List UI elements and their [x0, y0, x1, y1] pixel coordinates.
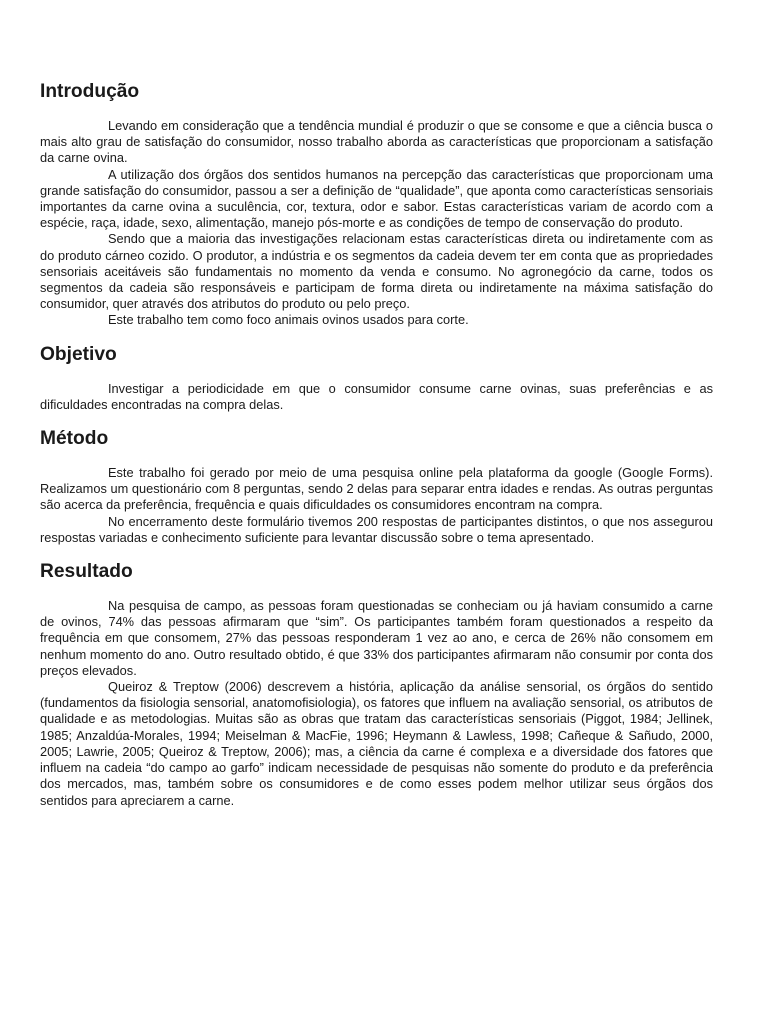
document-page — [40, 81, 713, 809]
heading-introducao: Introdução — [40, 81, 140, 102]
paragraph: Levando em consideração que a tendência mundial é produzir o que se consome e que a ciência busca o mais alto grau de satisfação do consumidor, nosso trabalho aborda as características que proporcionam a satisfação da carne ovina. — [40, 118, 713, 166]
paragraph: Este trabalho tem como foco animais ovinos usados para corte. — [108, 312, 469, 328]
paragraph: Queiroz & Treptow (2006) descrevem a história, aplicação da análise sensorial, os órgãos do sentido (fundamentos da fisiologia sensorial, anatomofisiologia), os fatores que influem na avaliação sensorial, os atributos de qualidade e as metodologias. Muitas são as obras que tratam das características sensoriais (Piggot, 1984; Jellinek, 1985; Anzaldúa-Morales, 1994; Meiselman & MacFie, 1996; Heymann & Lawless, 1998; Cañeque & Sañudo, 2000, 2005; Lawrie, 2005; Queiroz & Treptow, 2006); mas, a ciência da carne é complexa e a diversidade dos fatores que influem na cadeia “do campo ao garfo” indicam necessidade de pesquisas não somente do produto e da preferência dos mercados, mas, também sobre os consumidores e de como esses podem melhor utilizar seus órgãos dos sentidos para apreciarem a carne. — [40, 679, 713, 808]
section-introducao — [40, 118, 713, 329]
paragraph: Investigar a periodicidade em que o consumidor consume carne ovinas, suas preferências e as dificuldades encontradas na compra delas. — [40, 380, 713, 412]
section-metodo — [40, 465, 713, 546]
paragraph: Na pesquisa de campo, as pessoas foram questionadas se conheciam ou já haviam consumido a carne de ovinos, 74% das pessoas afirmaram que “sim”. Os participantes também foram questionados a respeito da frequência em que consomem, 27% das pessoas responderam 1 vez ao ano, e cerca de 26% não consomem em nenhum momento do ano. Outro resultado obtido, é que 33% dos participantes afirmaram não consumir por conta dos preços elevados. — [40, 598, 713, 678]
paragraph: Este trabalho foi gerado por meio de uma pesquisa online pela plataforma da google (Google Forms). Realizamos um questionário com 8 perguntas, sendo 2 delas para separar entra idades e rendas. As outras perguntas são acerca da preferência, frequência e quais dificuldades os consumidores encontram na compra. — [40, 465, 713, 513]
heading-metodo: Método — [40, 428, 109, 450]
heading-objetivo: Objetivo — [40, 343, 117, 365]
heading-resultado: Resultado — [40, 561, 133, 583]
paragraph: Sendo que a maioria das investigações relacionam estas características direta ou indiretamente com as do produto cárneo cozido. O produtor, a indústria e os segmentos da cadeia devem ter em conta que as propriedades sensoriais aceitáveis são fundamentais no momento da venda e consumo. No agronegócio da carne, todos os segmentos da cadeia são responsáveis e participam de forma direta ou indiretamente na máxima satisfação do consumidor, quer através dos atributos do produto ou pelo preço. — [40, 231, 713, 312]
paragraph: No encerramento deste formulário tivemos 200 respostas de participantes distintos, o que nos assegurou respostas variadas e conhecimento suficiente para levantar discussão sobre o tema apresentado. — [40, 513, 713, 545]
paragraph: A utilização dos órgãos dos sentidos humanos na percepção das características que proporcionam uma grande satisfação do consumidor, passou a ser a definição de “qualidade”, que aponta como características sensoriais importantes da carne ovina a suculência, cor, textura, odor e sabor. Estas características variam de acordo com a espécie, raça, idade, sexo, alimentação, manejo pós-morte e as condições de tempo de conservação do produto. — [40, 166, 713, 231]
section-resultado — [40, 598, 713, 809]
section-objetivo — [40, 381, 713, 413]
